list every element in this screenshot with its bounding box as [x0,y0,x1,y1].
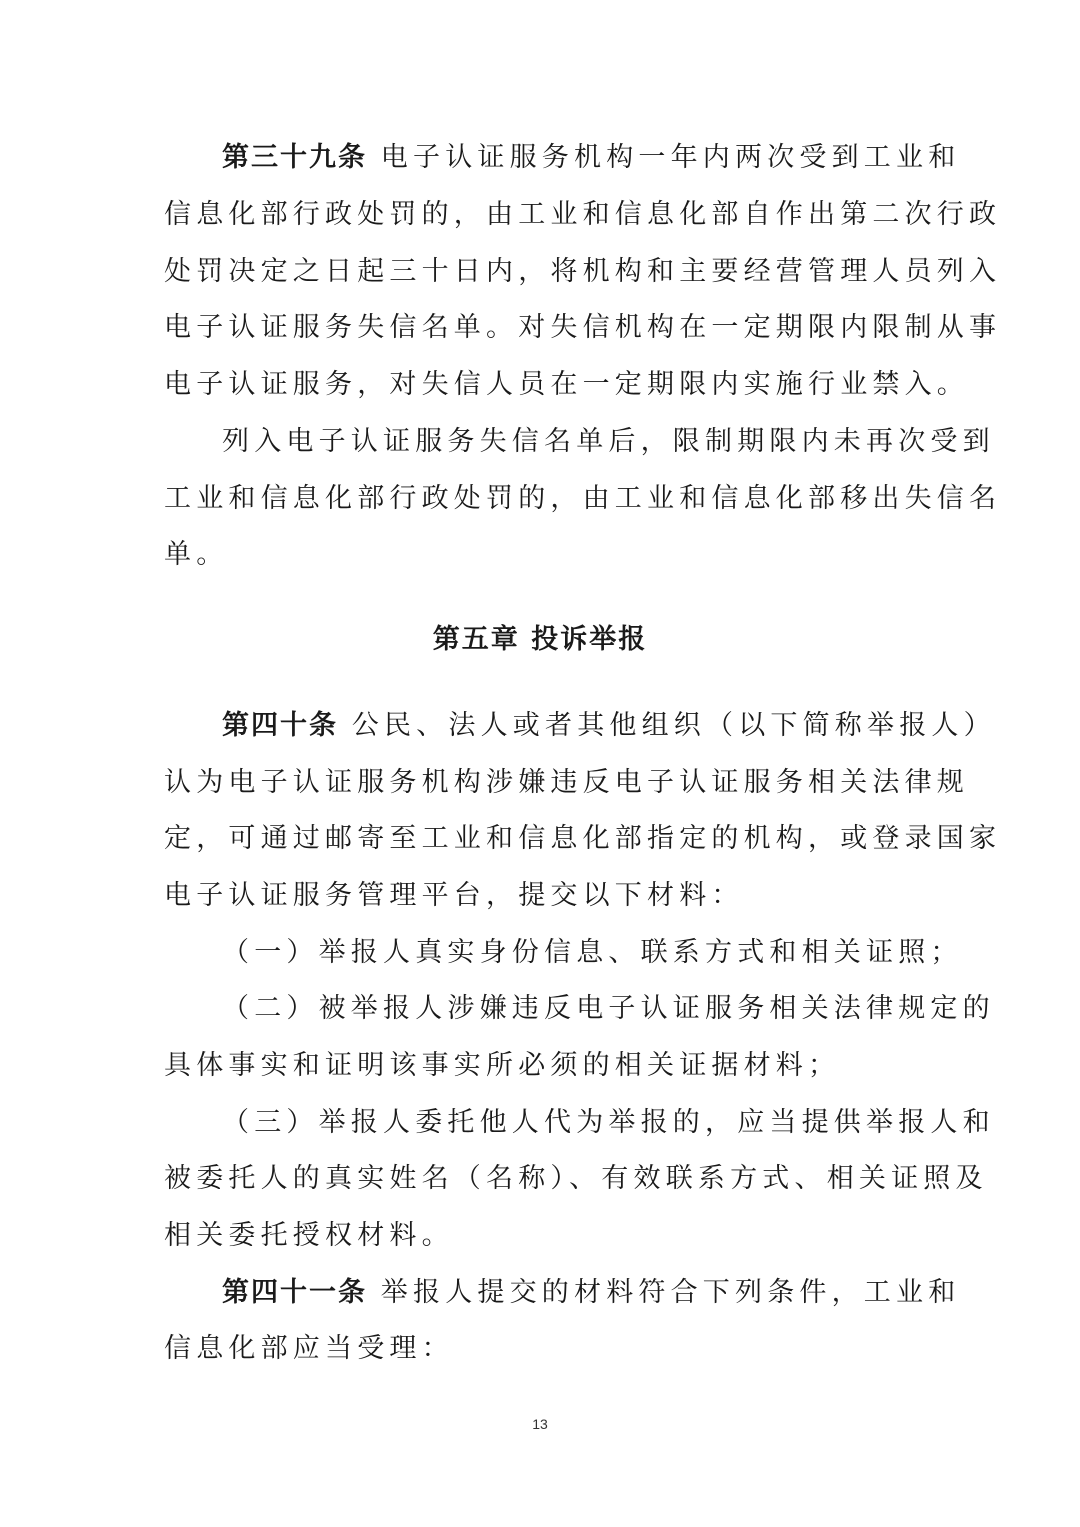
article-40-heading: 第四十条 [222,710,338,741]
article-41-text: 举报人提交的材料符合下列条件，工业和 [380,1277,961,1308]
article-39-line: 信息化部行政处罚的，由工业和信息化部自作出第二次行政 [164,199,1002,230]
article-41-first-line [222,1271,961,1315]
article-40-line: 定，可通过邮寄至工业和信息化部指定的机构，或登录国家 [164,823,1002,854]
article-41-heading: 第四十一条 [222,1277,367,1308]
page-number: 13 [532,1416,548,1432]
article-39-line: 处罚决定之日起三十日内，将机构和主要经营管理人员列入 [164,256,1002,287]
article-39-para2-line: 列入电子认证服务失信名单后，限制期限内未再次受到 [222,426,995,457]
article-40-first-line [222,704,996,748]
article-40-item-3-cont: 被委托人的真实姓名（名称）、有效联系方式、相关证照及 [164,1163,988,1194]
article-41-line: 信息化部应当受理： [164,1333,454,1364]
article-40-text: 公民、法人或者其他组织（以下简称举报人） [351,710,996,741]
article-40-line: 认为电子认证服务机构涉嫌违反电子认证服务相关法律规 [164,767,969,798]
article-39-line: 电子认证服务，对失信人员在一定期限内实施行业禁入。 [164,369,969,400]
chapter-title: 第五章 投诉举报 [432,624,648,655]
article-40-item-2: （二）被举报人涉嫌违反电子认证服务相关法律规定的 [222,993,995,1024]
article-39-line: 电子认证服务失信名单。对失信机构在一定期限内限制从事 [164,312,1002,343]
article-40-item-2-cont: 具体事实和证明该事实所必须的相关证据材料； [164,1050,841,1081]
article-40-item-3: （三）举报人委托他人代为举报的，应当提供举报人和 [222,1107,995,1138]
article-39-heading: 第三十九条 [222,142,367,173]
article-40-line: 电子认证服务管理平台，提交以下材料： [164,880,744,911]
article-39-para2-line: 工业和信息化部行政处罚的，由工业和信息化部移出失信名 [164,483,1002,514]
article-39-para2-line: 单。 [164,539,229,570]
article-39-first-line [222,136,961,180]
article-40-item-1: （一）举报人真实身份信息、联系方式和相关证照； [222,937,963,968]
article-39-text: 电子认证服务机构一年内两次受到工业和 [380,142,961,173]
article-40-item-3-cont: 相关委托授权材料。 [164,1220,454,1251]
